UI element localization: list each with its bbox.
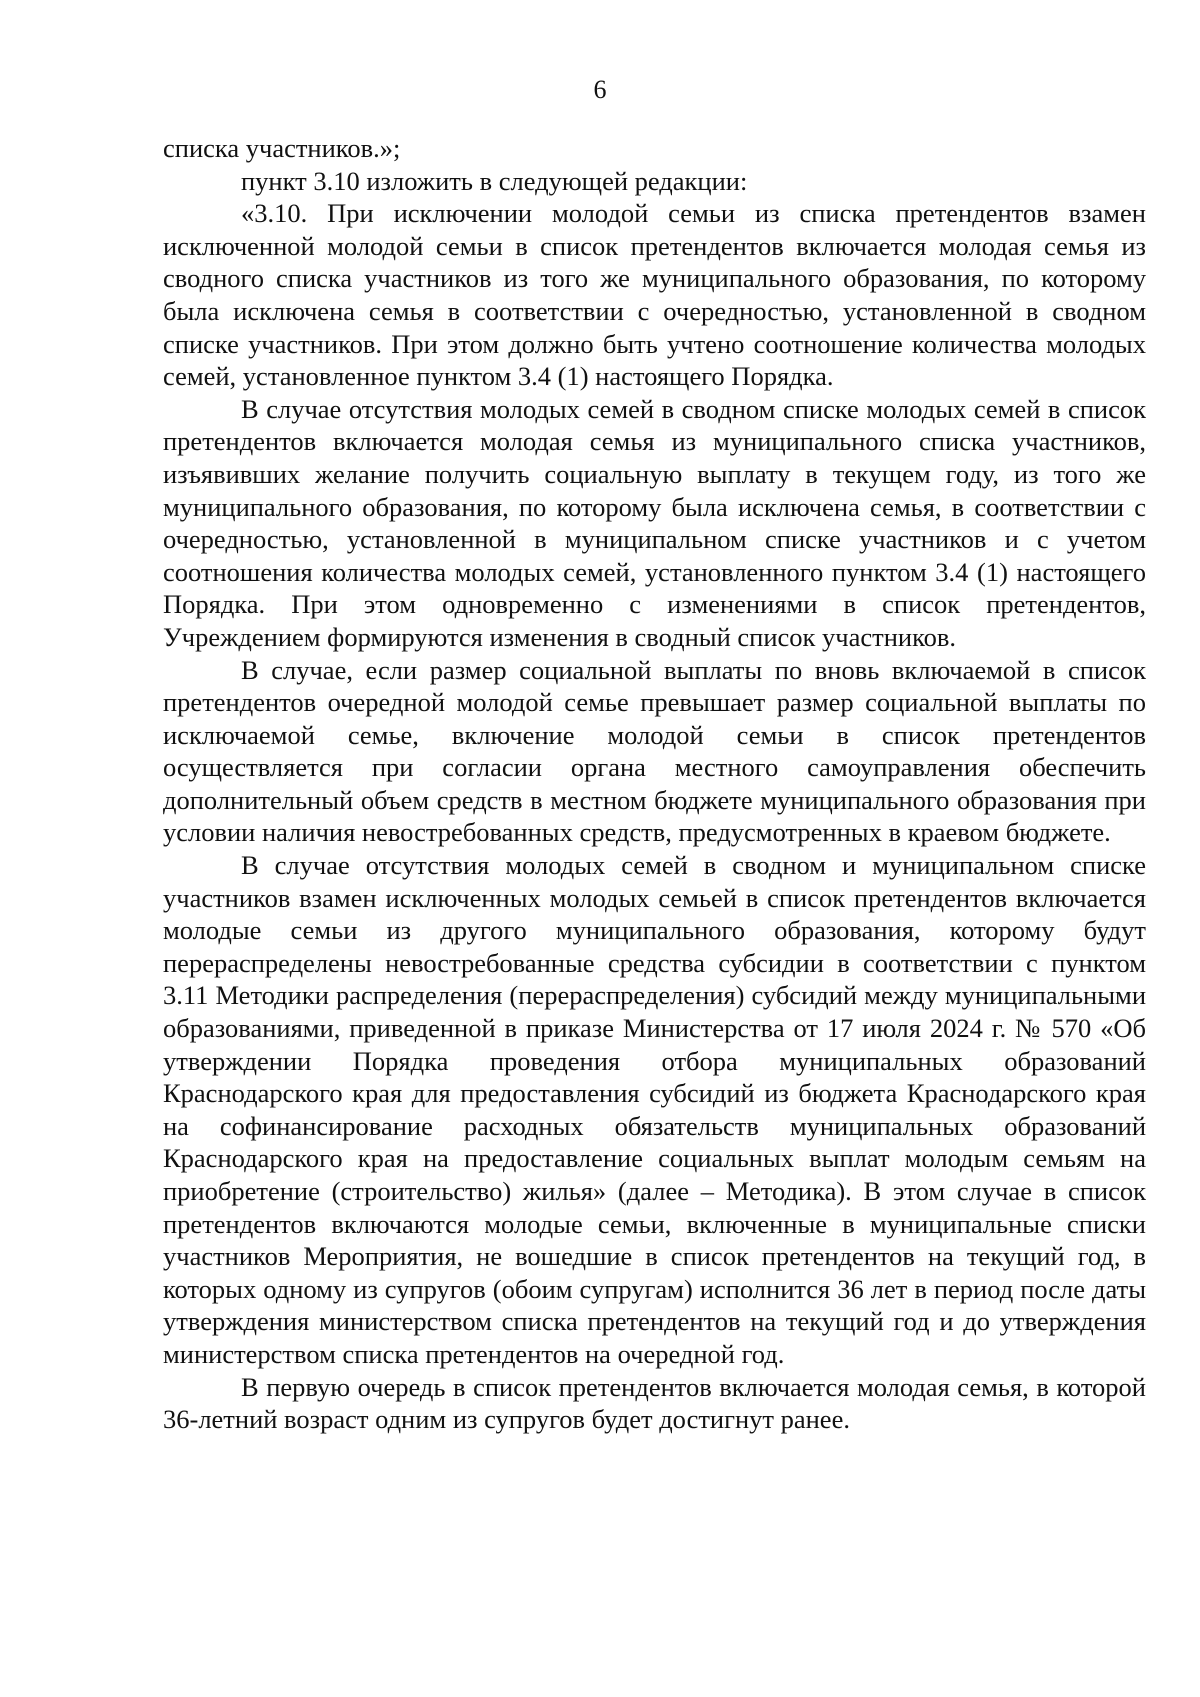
- document-body: [163, 132, 1146, 1436]
- page-number: 6: [593, 75, 607, 104]
- paragraph-continuation: списка участников.»;: [163, 133, 401, 163]
- paragraph-priority-order: В первую очередь в список претендентов включается молодая семья, в которой 36-летний возраст одним из супругов будет достигнут ранее.: [163, 1371, 1146, 1435]
- paragraph-payment-exceeds: В случае, если размер социальной выплаты по вновь включаемой в список претендентов очередной молодой семье превышает размер социальной выплаты по исключаемой семье, включение молодой семьи в список претендентов осуществляется при согласии органа местного самоуправления обеспечить дополнительный объем средств в местном бюджете муниципального образования при условии наличия невостребованных средств, предусмотренных в краевом бюджете.: [163, 654, 1146, 848]
- paragraph-clause-3-10: «3.10. При исключении молодой семьи из списка претендентов взамен исключенной молодой семьи в список претендентов включается молодая семья из сводного списка участников из того же муниципального образования, по которому была исключена семья в соответствии с очередностью, установленной в сводном списке участников. При этом должно быть учтено соотношение количества молодых семей, установленное пунктом 3.4 (1) настоящего Порядка.: [163, 198, 1146, 392]
- paragraph-amendment-intro: пункт 3.10 изложить в следующей редакции:: [241, 165, 748, 196]
- paragraph-no-families-consolidated: В случае отсутствия молодых семей в сводном списке молодых семей в список претендентов включается молодая семья из муниципального списка участников, изъявивших желание получить социальную выплату в текущем году, из того же муниципального образования, по которому была исключена семья, в соответствии с очередностью, установленной в муниципальном списке участников и с учетом соотношения количества молодых семей, установленного пунктом 3.4 (1) настоящего Порядка. При этом одновременно с изменениями в список претендентов, Учреждением формируются изменения в сводный список участников.: [163, 393, 1146, 652]
- paragraph-other-municipality: В случае отсутствия молодых семей в сводном и муниципальном списке участников взамен исключенных молодых семьей в список претендентов включается молодые семьи из другого муниципального образования, которому будут перераспределены невостребованные средства субсидии в соответствии с пунктом 3.11 Методики распределения (перераспределения) субсидий между муниципальными образованиями, приведенной в приказе Министерства от 17 июля 2024 г. № 570 «Об утверждении Порядка проведения отбора муниципальных образований Краснодарского края для предоставления субсидий из бюджета Краснодарского края на софинансирование расходных обязательств муниципальных образований Краснодарского края на предоставление социальных выплат молодым семьям на приобретение (строительство) жилья» (далее – Методика). В этом случае в список претендентов включаются молодые семьи, включенные в муниципальные списки участников Мероприятия, не вошедшие в список претендентов на текущий год, в которых одному из супругов (обоим супругам) исполнится 36 лет в период после даты утверждения министерством списка претендентов на текущий год и до утверждения министерством списка претендентов на очередной год.: [163, 850, 1146, 1369]
